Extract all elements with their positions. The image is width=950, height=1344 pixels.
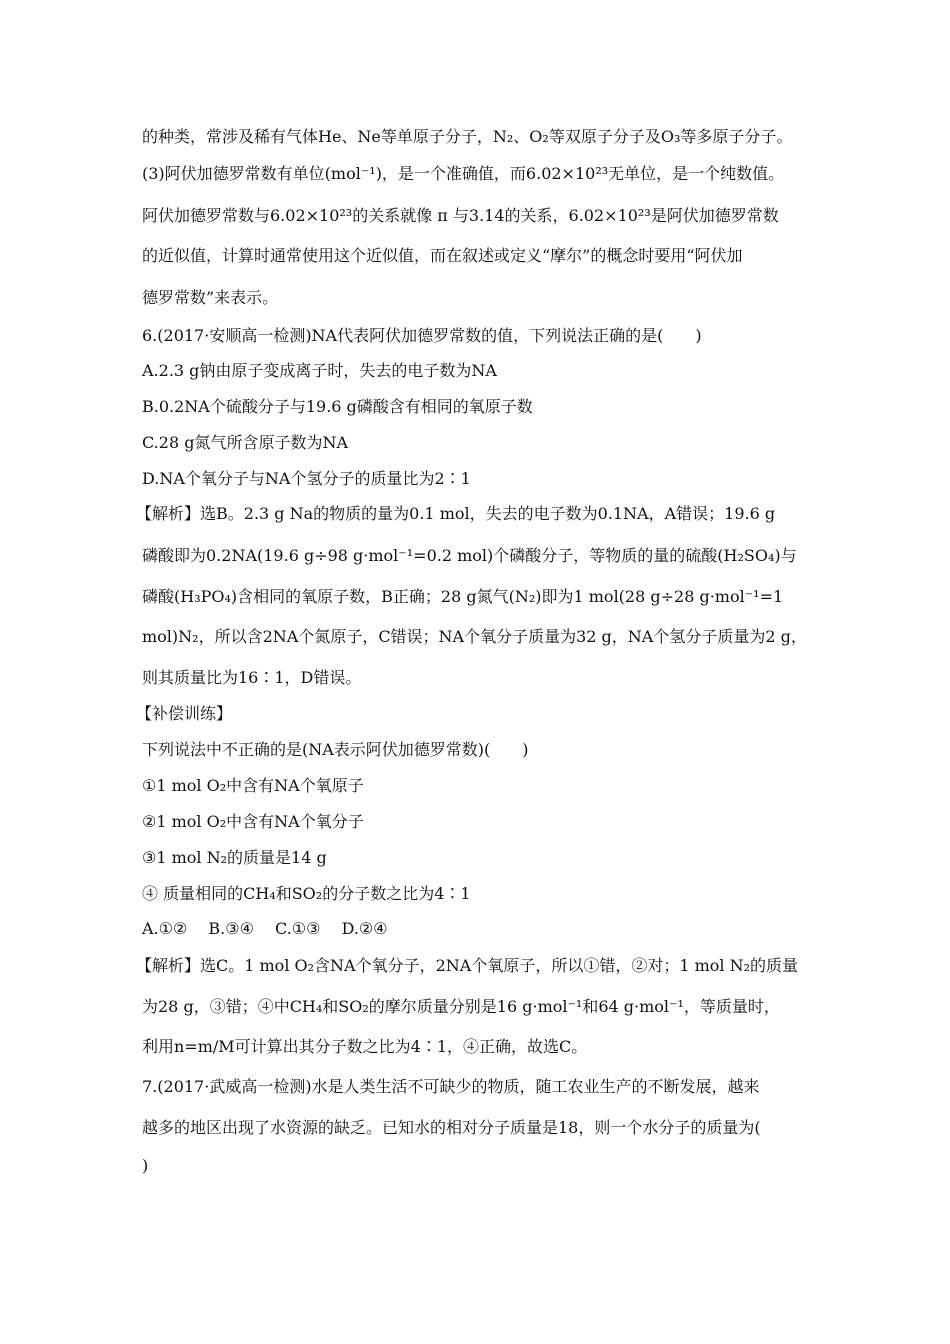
text-line: 德罗常数”来表示。 [142,288,279,307]
text-line: 阿伏加德罗常数与6.02×10²³的关系就像 π 与3.14的关系，6.02×10²³是阿伏加德罗常数 [142,206,779,225]
statement-2: ②1 mol O₂中含有NA个氧分子 [142,812,364,831]
statement-4: ④ 质量相同的CH₄和SO₂的分子数之比为4∶1 [142,884,471,903]
option-a: A.2.3 g钠由原子变成离子时，失去的电子数为NA [142,361,497,380]
text-line: 的种类，常涉及稀有气体He、Ne等单原子分子，N₂、O₂等双原子分子及O₃等多原子分子。 [142,127,793,146]
text-line: 越多的地区出现了水资源的缺乏。已知水的相对分子质量是18，则一个水分子的质量为( [142,1118,761,1137]
analysis-heading: 【解析】选B。2.3 g Na的物质的量为0.1 mol，失去的电子数为0.1NA，A错误；19.6 g [136,504,776,523]
option-d: D.NA个氧分子与NA个氢分子的质量比为2∶1 [142,469,471,488]
text-line: mol)N₂，所以含2NA个氮原子，C错误；NA个氧分子质量为32 g，NA个氢分子质量为2 g， [142,627,807,646]
section-heading: 【补偿训练】 [136,704,233,723]
text-line: 则其质量比为16∶1，D错误。 [142,668,362,687]
text-line: 磷酸(H₃PO₄)含相同的氧原子数，B正确；28 g氮气(N₂)即为1 mol(28 g÷28 g·mol⁻¹=1 [142,587,784,606]
text-line: ) [142,1156,149,1175]
text-line: 为28 g，③错；④中CH₄和SO₂的摩尔质量分别是16 g·mol⁻¹和64 g·mol⁻¹，等质量时， [142,997,780,1016]
option-c: C.28 g氮气所含原子数为NA [142,433,349,452]
text-line: 磷酸即为0.2NA(19.6 g÷98 g·mol⁻¹=0.2 mol)个磷酸分子，等物质的量的硫酸(H₂SO₄)与 [142,546,797,565]
text-line: 的近似值，计算时通常使用这个近似值，而在叙述或定义“摩尔”的概念时要用“阿伏加 [142,246,743,265]
question-text: 下列说法中不正确的是(NA表示阿伏加德罗常数)( ) [142,740,529,759]
text-line: 利用n=m/M可计算出其分子数之比为4∶1，④正确，故选C。 [142,1037,588,1056]
text-line: (3)阿伏加德罗常数有单位(mol⁻¹)，是一个准确值，而6.02×10²³无单位，是一个纯数值。 [142,164,785,183]
statement-1: ①1 mol O₂中含有NA个氧原子 [142,776,364,795]
statement-3: ③1 mol N₂的质量是14 g [142,848,327,867]
question-6: 6.(2017·安顺高一检测)NA代表阿伏加德罗常数的值，下列说法正确的是( ) [142,326,702,345]
answer-options: A.①② B.③④ C.①③ D.②④ [142,919,388,938]
question-7: 7.(2017·武威高一检测)水是人类生活不可缺少的物质，随工农业生产的不断发展，越来 [142,1077,760,1096]
option-b: B.0.2NA个硫酸分子与19.6 g磷酸含有相同的氧原子数 [142,397,533,416]
analysis-heading: 【解析】选C。1 mol O₂含NA个氧分子，2NA个氧原子，所以①错，②对；1 mol N₂的质量 [136,956,799,975]
